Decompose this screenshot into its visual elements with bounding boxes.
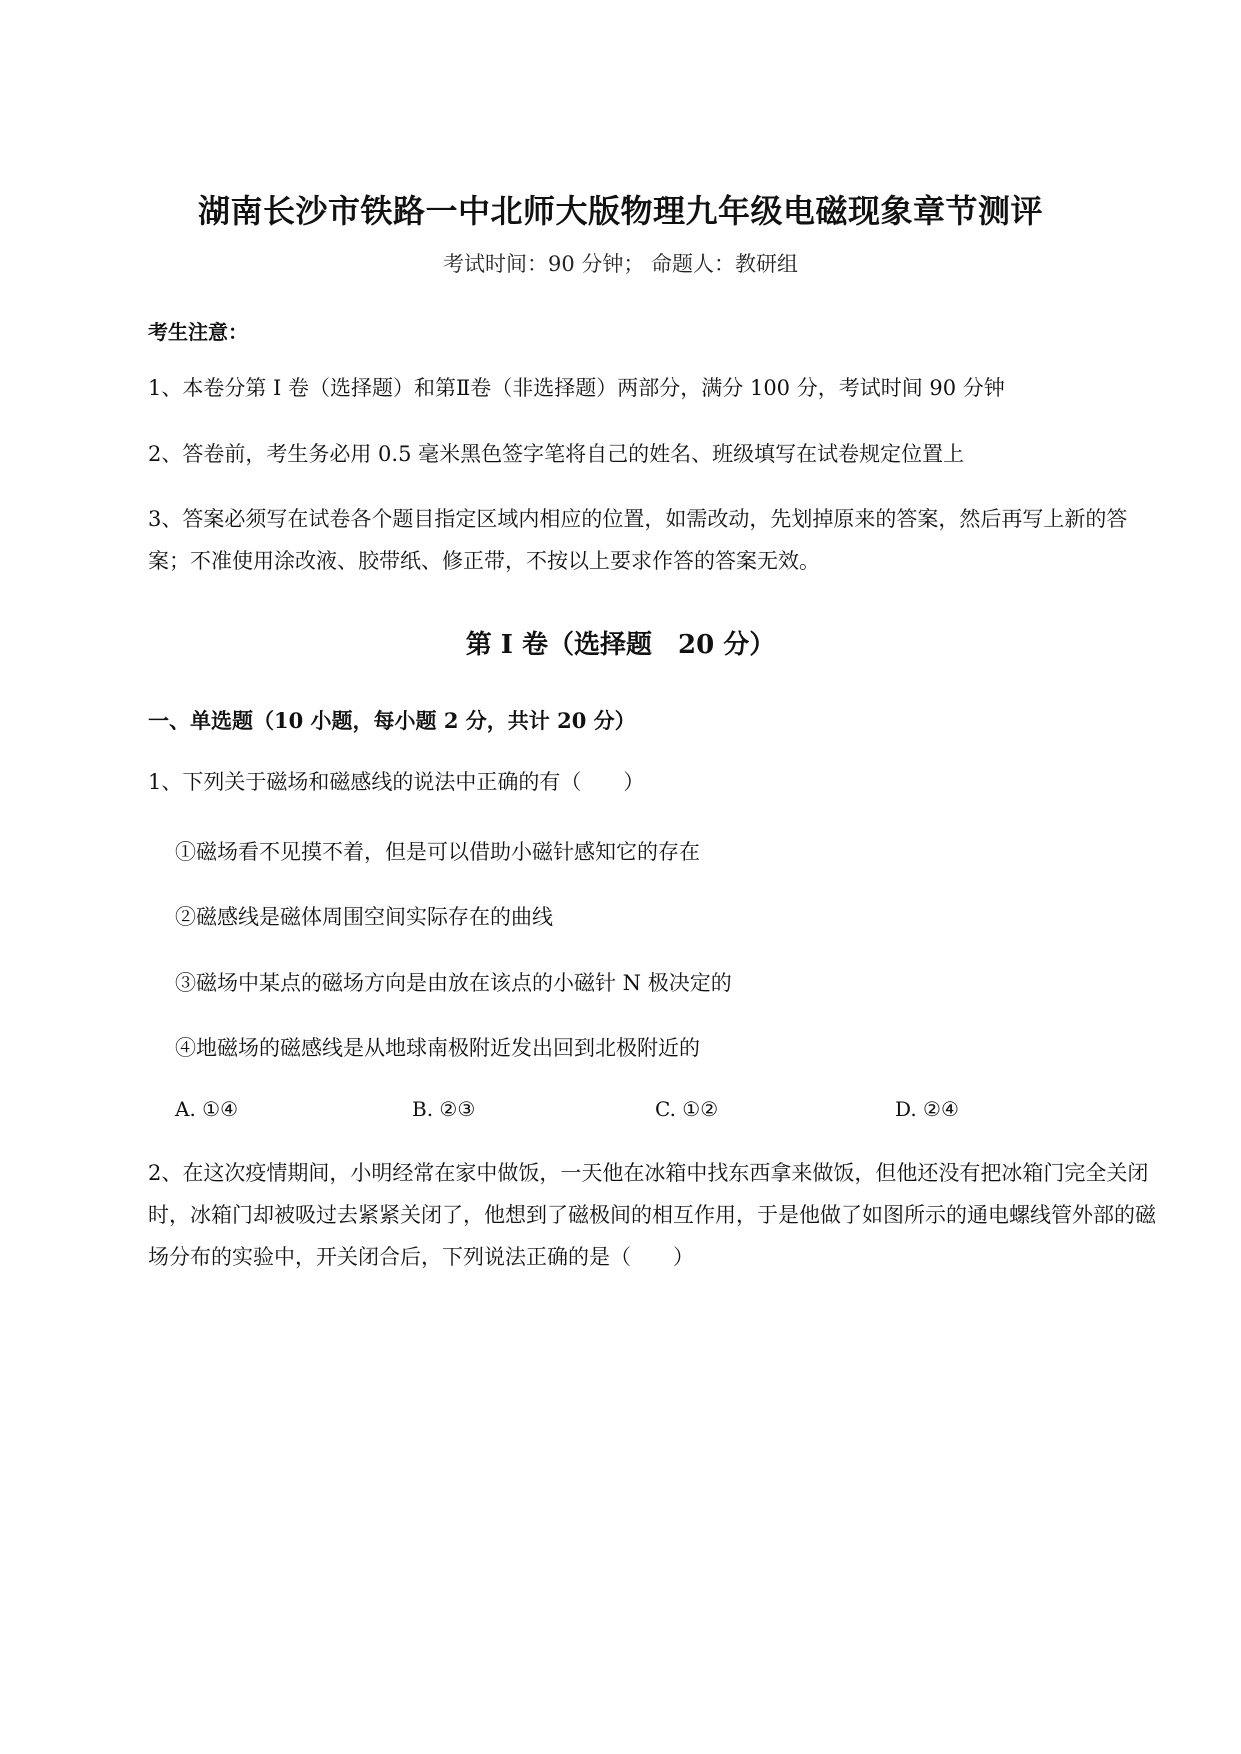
section-title: 第 I 卷（选择题 20 分） [465,630,776,660]
question-1-stem: 1、下列关于磁场和磁感线的说法中正确的有（ ） [148,770,645,794]
question-1-statement-2: ②磁感线是磁体周围空间实际存在的曲线 [175,905,553,929]
exam-subtitle: 考试时间：90 分钟； 命题人：教研组 [442,252,799,276]
question-1-choice-a[interactable]: A. ①④ [175,1097,239,1121]
question-1-statement-1: ①磁场看不见摸不着，但是可以借助小磁针感知它的存在 [175,840,700,864]
question-2-stem: 2、在这次疫情期间，小明经常在家中做饭，一天他在冰箱中找东西拿来做饭，但他还没有把冰箱门完全关闭时，冰箱门却被吸过去紧紧关闭了，他想到了磁极间的相互作用，于是他做了如图所示的通电螺线管外部的磁场分布的实验中，开关闭合后，下列说法正确的是（ ） [148,1161,1156,1269]
question-1-choice-c[interactable]: C. ①② [655,1097,719,1121]
part-title: 一、单选题（10 小题，每小题 2 分，共计 20 分） [148,708,636,733]
notice-heading: 考生注意： [148,320,248,344]
notice-item-2: 2、答卷前，考生务必用 0.5 毫米黑色签字笔将自己的姓名、班级填写在试卷规定位置上 [148,442,965,466]
question-1-choice-d[interactable]: D. ②④ [895,1097,959,1121]
exam-title: 湖南长沙市铁路一中北师大版物理九年级电磁现象章节测评 [197,192,1043,230]
notice-item-3: 3、答案必须写在试卷各个题目指定区域内相应的位置，如需改动，先划掉原来的答案，然后再写上新的答案；不准使用涂改液、胶带纸、修正带，不按以上要求作答的答案无效。 [148,507,1128,573]
question-1-choice-b[interactable]: B. ②③ [412,1097,476,1121]
question-1-statement-4: ④地磁场的磁感线是从地球南极附近发出回到北极附近的 [175,1036,700,1060]
question-1-statement-3: ③磁场中某点的磁场方向是由放在该点的小磁针 N 极决定的 [175,971,732,995]
notice-item-1: 1、本卷分第 I 卷（选择题）和第Ⅱ卷（非选择题）两部分，满分 100 分，考试时间 90 分钟 [148,376,1005,400]
